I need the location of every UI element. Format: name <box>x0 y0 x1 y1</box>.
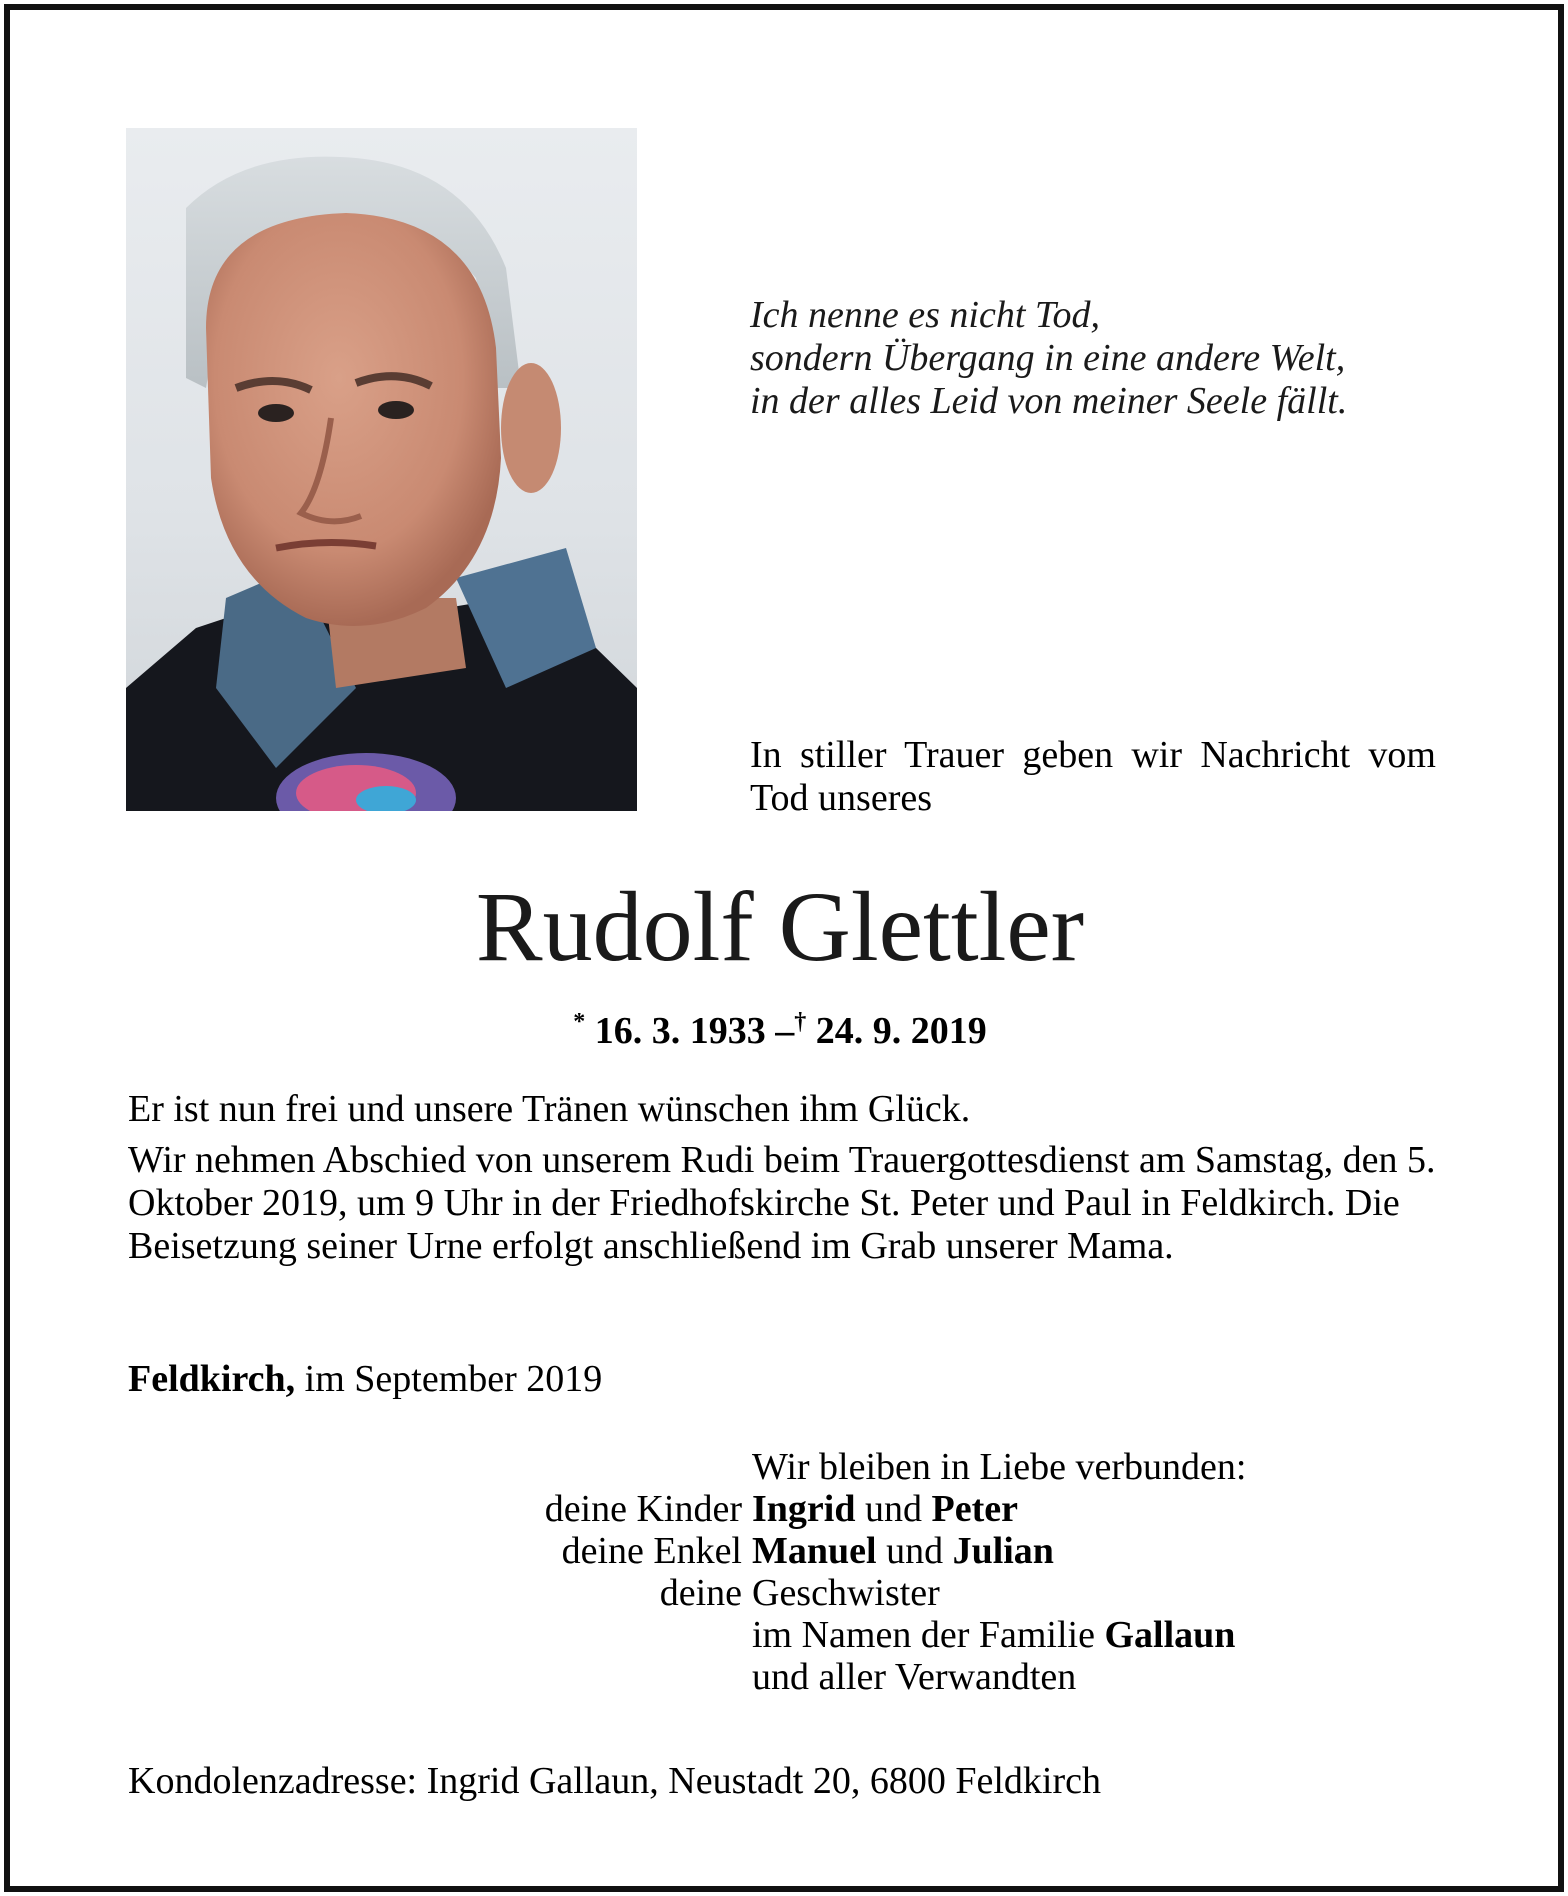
date-separator: – <box>775 1010 795 1052</box>
portrait-illustration <box>126 128 637 811</box>
grandchild-name: Julian <box>952 1530 1054 1572</box>
children-label: deine Kinder <box>544 1488 742 1530</box>
conjunction: und <box>876 1530 953 1572</box>
place-and-date <box>128 1358 602 1401</box>
relatives-row <box>500 1656 1500 1698</box>
death-symbol: † <box>794 1009 807 1035</box>
conjunction: und <box>855 1488 932 1530</box>
family-prefix: im Namen der Familie <box>752 1614 1105 1656</box>
service-paragraph: Wir nehmen Abschied von unserem Rudi beim Trauergottesdienst am Samstag, den 5. Oktober 2019, um 9 Uhr in der Friedhofskirche St. Peter und Paul in Feldkirch. Die Beisetzung seiner Urne erfolgt anschließend im Grab unserer Mama. <box>128 1139 1436 1267</box>
quote-line: sondern Übergang in eine andere Welt, <box>750 337 1346 379</box>
death-date: 24. 9. 2019 <box>815 1010 987 1052</box>
service-details <box>128 1088 1436 1276</box>
children-row <box>500 1488 1500 1530</box>
relatives-text: und aller Verwandten <box>752 1656 1077 1698</box>
place-date: im September 2019 <box>295 1358 603 1400</box>
farewell-sentence: Er ist nun frei und unsere Tränen wünschen ihm Glück. <box>128 1088 971 1130</box>
child-name: Peter <box>931 1488 1018 1530</box>
child-name: Ingrid <box>752 1488 856 1530</box>
family-name: Gallaun <box>1104 1614 1236 1656</box>
siblings-label: deine <box>659 1572 742 1614</box>
family-heading: Wir bleiben in Liebe verbunden: <box>752 1446 1247 1488</box>
family-name-row <box>500 1614 1500 1656</box>
siblings-text: Geschwister <box>752 1572 940 1614</box>
grandchildren-row <box>500 1530 1500 1572</box>
family-signatures <box>500 1446 1500 1698</box>
condolence-address: Kondolenzadresse: Ingrid Gallaun, Neustadt 20, 6800 Feldkirch <box>128 1760 1101 1802</box>
birth-date: 16. 3. 1933 <box>594 1010 766 1052</box>
life-dates <box>0 1000 1560 1053</box>
place-city: Feldkirch, <box>128 1358 296 1400</box>
grandchildren-label: deine Enkel <box>561 1530 742 1572</box>
deceased-name: Rudolf Glettler <box>475 871 1085 982</box>
portrait-photo <box>126 128 637 811</box>
family-heading-row <box>500 1446 1500 1488</box>
announcement-intro: In stiller Trauer geben wir Nachricht vom Tod unseres <box>750 734 1436 819</box>
quote-line: Ich nenne es nicht Tod, <box>750 294 1101 336</box>
quote-line: in der alles Leid von meiner Seele fällt. <box>750 380 1348 422</box>
birth-symbol: * <box>573 1009 586 1035</box>
siblings-row <box>500 1572 1500 1614</box>
memorial-quote <box>750 294 1450 423</box>
grandchild-name: Manuel <box>752 1530 877 1572</box>
